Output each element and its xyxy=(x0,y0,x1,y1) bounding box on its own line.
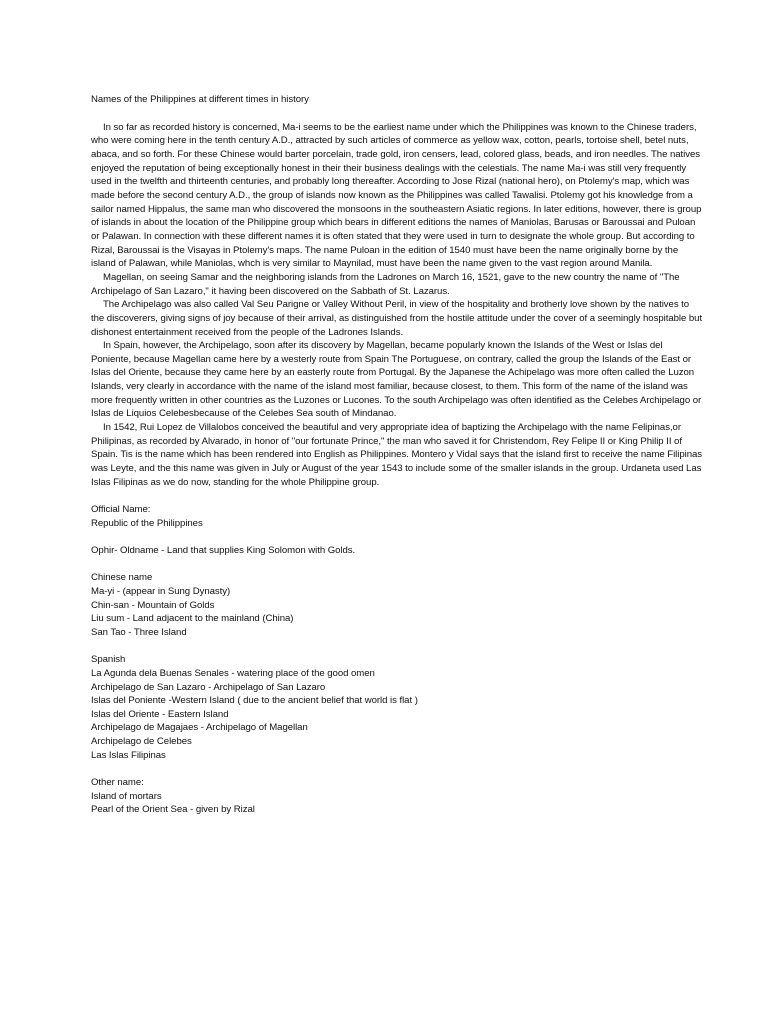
list-item: La Agunda dela Buenas Senales - watering place of the good omen xyxy=(91,667,375,679)
paragraph-magellan: Magellan, on seeing Samar and the neighboring islands from the Ladrones on March 16, 1521, gave to the new country the name of "The Archipelago of San Lazaro," it having been discovered on the Sabbath of St. Lazarus. xyxy=(91,271,680,297)
official-name-value: Republic of the Philippines xyxy=(91,517,203,529)
official-name-section xyxy=(91,503,704,530)
list-item: Islas del Poniente -Western Island ( due to the ancient belief that world is flat ) xyxy=(91,695,418,707)
list-item: Archipelago de Magajaes - Archipelago of Magellan xyxy=(91,722,308,734)
list-item: Island of mortars xyxy=(91,790,162,802)
paragraph-villalobos: In 1542, Rui Lopez de Villalobos conceived the beautiful and very appropriate idea of baptizing the Archipelago with the name Felipinas,or Philipinas, as recorded by Alvarado, in honor of "our fortunate Prince," the man who saved it for Christendom, Rey Felipe II or King Philip II of Spain. Tis is the name which has been rendered into English as Philippines. Montero y Vidal says that the island first to receive the name Filipinas was Leyte, and the this name was given in July or August of the year 1543 to include some of the smaller islands in the group. Urdaneta used Las Islas Filipinas as we do now, standing for the whole Philippine group. xyxy=(91,422,703,488)
paragraph-ma-i: In so far as recorded history is concerned, Ma-i seems to be the earliest name under which the Philippines was known to the Chinese traders, who were coming here in the tenth century A.D., attracted by such articles of commerce as yellow wax, cotton, pearls, tortoise shell, betel nuts, abaca, and so forth. For these Chinese would barter porcelain, trade gold, iron censers, lead, colored glass, beads, and iron needles. The natives enjoyed the reputation of being exceptionally honest in their their business dealings with the celestials. The name Ma-i was still very frequently used in the twelfth and thirteenth centuries, and probably long thereafter. According to Jose Rizal (national hero), on Ptolemy's map, which was made before the second century A.D., the group of islands now known as the Philippines was called Tawalisi. Ptolemy got his knowledge from a sailor named Hippalus, the same man who discovered the monsoons in the southeastern Asiatic regions. In later editions, however, there is group of islands in about the location of the Philippine group which bears in different editions the names of Maniolas, Barusas or Baroussai and Puloan or Palawan. In connection with these different names it is often stated that they were used in turn to designate the whole group. But according to Rizal, Baroussai is the Visayas in Ptolemy's maps. The name Puloan in the edition of 1540 must have been the name originally borne by the island of Palawan, while Maniolas, whch is very similar to Maynilad, must have been the name given to the vast region around Manila. xyxy=(91,121,702,270)
document-title: Names of the Philippines at different times in history xyxy=(91,94,309,105)
chinese-name-section xyxy=(91,571,704,639)
list-item: Islas del Oriente - Eastern Island xyxy=(91,708,229,720)
list-item: Liu sum - Land adjacent to the mainland (China) xyxy=(91,613,294,625)
chinese-name-heading: Chinese name xyxy=(91,572,153,584)
spanish-name-section xyxy=(91,653,704,762)
list-item: Chin-san - Mountain of Golds xyxy=(91,599,215,611)
ophir-section xyxy=(91,544,704,558)
official-name-heading: Official Name: xyxy=(91,504,151,516)
list-item: San Tao - Three Island xyxy=(91,626,187,638)
other-name-heading: Other name: xyxy=(91,777,144,789)
list-item: Ma-yi - (appear in Sung Dynasty) xyxy=(91,585,231,597)
list-item: Archipelago de Celebes xyxy=(91,736,192,748)
paragraph-val-seu-parigne: The Archipelago was also called Val Seu Parigne or Valley Without Peril, in view of the hospitality and brotherly love shown by the natives to the discoverers, giving signs of joy because of their arrival, as distinguished from the hostile attitude under the cover of a seemingly hospitable but dishonest entertainment received from the people of the Ladrones Islands. xyxy=(91,299,703,338)
other-name-section xyxy=(91,776,704,817)
list-item: Las Islas Filipinas xyxy=(91,749,166,761)
ophir-line: Ophir- Oldname - Land that supplies King Solomon with Golds. xyxy=(91,544,356,556)
list-item: Archipelago de San Lazaro - Archipelago of San Lazaro xyxy=(91,681,326,693)
paragraph-spain: In Spain, however, the Archipelago, soon after its discovery by Magellan, became popularly known the Islands of the West or Islas del Poniente, because Magellan came here by a westerly route from Spain The Portuguese, on contrary, called the group the Islands of the East or Islas del Oriente, because they came here by an easterly route from Portugal. By the Japanese the Achipelago was more often called the Luzon Islands, very clearly in accordance with the name of the island most familiar, because closest, to them. This form of the name of the island was more frequently written in other countries as the Luzones or Lucones. To the south Archipelago was often identified as the Celebes Archipelago or Islas de Liquios Celebesbecause of the Celebes Sea south of Mindanao. xyxy=(91,340,702,420)
spanish-name-heading: Spanish xyxy=(91,654,126,666)
list-item: Pearl of the Orient Sea - given by Rizal xyxy=(91,804,255,816)
